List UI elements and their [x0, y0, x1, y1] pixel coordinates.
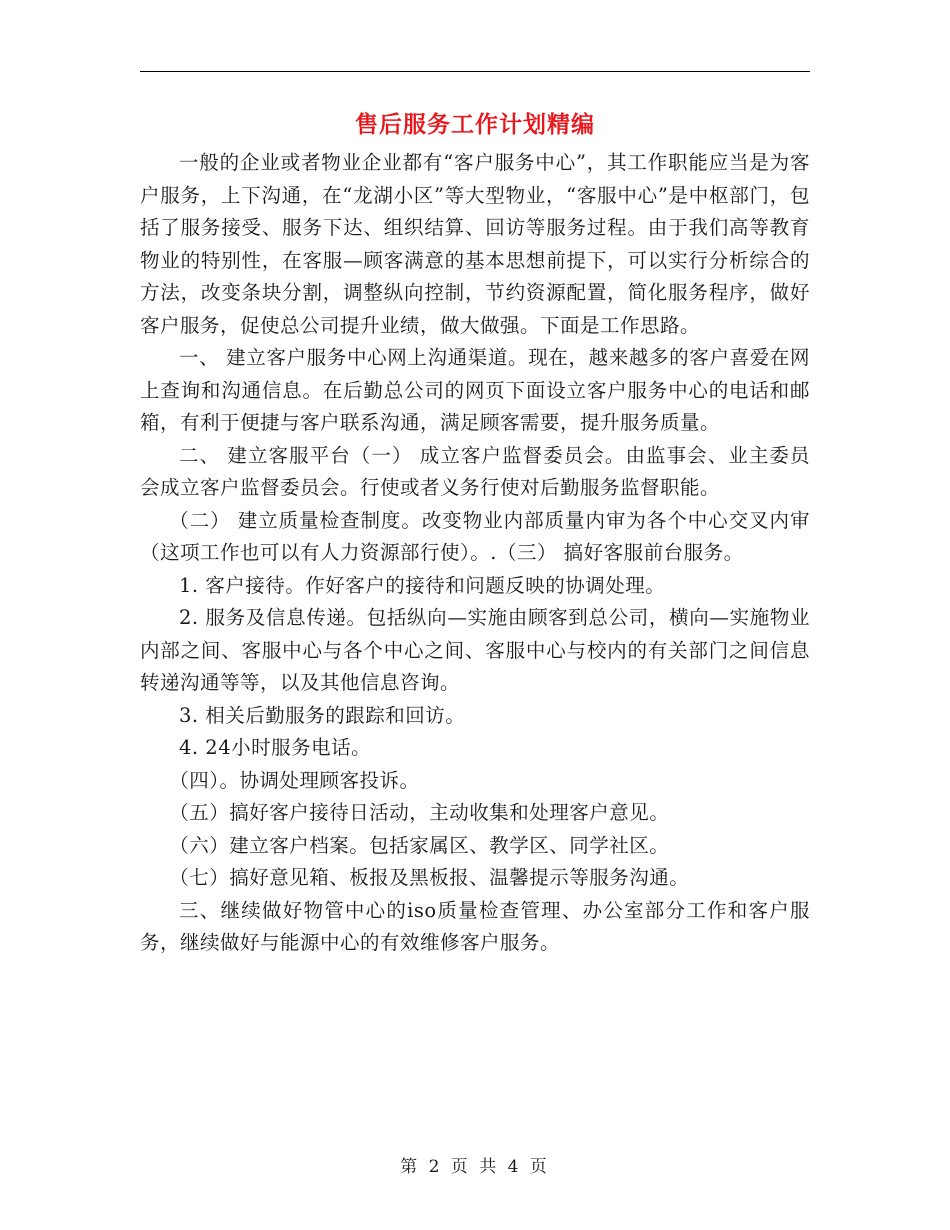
document-body [140, 147, 810, 960]
subsection-5: （五）搞好客户接待日活动，主动收集和处理客户意见。 [169, 801, 670, 824]
paragraph-section-3: 三、继续做好物管中心的iso质量检查管理、办公室部分工作和客户服务，继续做好与能源中心的有效维修客户服务。 [140, 898, 810, 954]
list-item-3: 3. 相关后勤服务的跟踪和回访。 [179, 703, 466, 727]
subsection-7: （七）搞好意见箱、板报及黑板报、温馨提示等服务沟通。 [169, 866, 690, 889]
list-item-1: 1. 客户接待。作好客户的接待和问题反映的协调处理。 [179, 573, 666, 597]
list-item-2: 2. 服务及信息传递。包括纵向—实施由顾客到总公司，横向—实施物业内部之间、客服中心与各个中心之间、客服中心与校内的有关部门之间信息转递沟通等等，以及其他信息咨询。 [140, 606, 810, 694]
paragraph-intro: 一般的企业或者物业企业都有“客户服务中心”，其工作职能应当是为客户服务，上下沟通，在“龙湖小区”等大型物业，“客服中心”是中枢部门，包括了服务接受、服务下达、组织结算、回访等服务过程。由于我们高等教育物业的特别性，在客服—顾客满意的基本思想前提下，可以实行分析综合的方法，改变条块分割，调整纵向控制，节约资源配置，简化服务程序，做好客户服务，促使总公司提升业绩，做大做强。下面是工作思路。 [140, 151, 810, 337]
paragraph-section-2: 二、 建立客服平台（一） 成立客户监督委员会。由监事会、业主委员会成立客户监督委员会。行使或者义务行使对后勤服务监督职能。 [140, 443, 810, 499]
header-rule [140, 71, 810, 72]
document-title: 售后服务工作计划精编 [355, 112, 595, 138]
subsection-4: （四）。协调处理顾客投诉。 [169, 768, 420, 792]
paragraph-subsection-2-3: （二） 建立质量检查制度。改变物业内部质量内审为各个中心交叉内审（这项工作也可以有人力资源部行使）。.（三） 搞好客服前台服务。 [140, 508, 810, 564]
subsection-6: （六）建立客户档案。包括家属区、教学区、同学社区。 [169, 833, 670, 857]
page-number: 第 2 页 共 4 页 [400, 1157, 550, 1177]
list-item-4: 4. 24小时服务电话。 [179, 736, 372, 759]
paragraph-section-1: 一、 建立客户服务中心网上沟通渠道。现在，越来越多的客户喜爱在网上查询和沟通信息。在后勤总公司的网页下面设立客户服务中心的电话和邮箱，有利于便捷与客户联系沟通，满足顾客需要，提升服务质量。 [140, 346, 810, 434]
